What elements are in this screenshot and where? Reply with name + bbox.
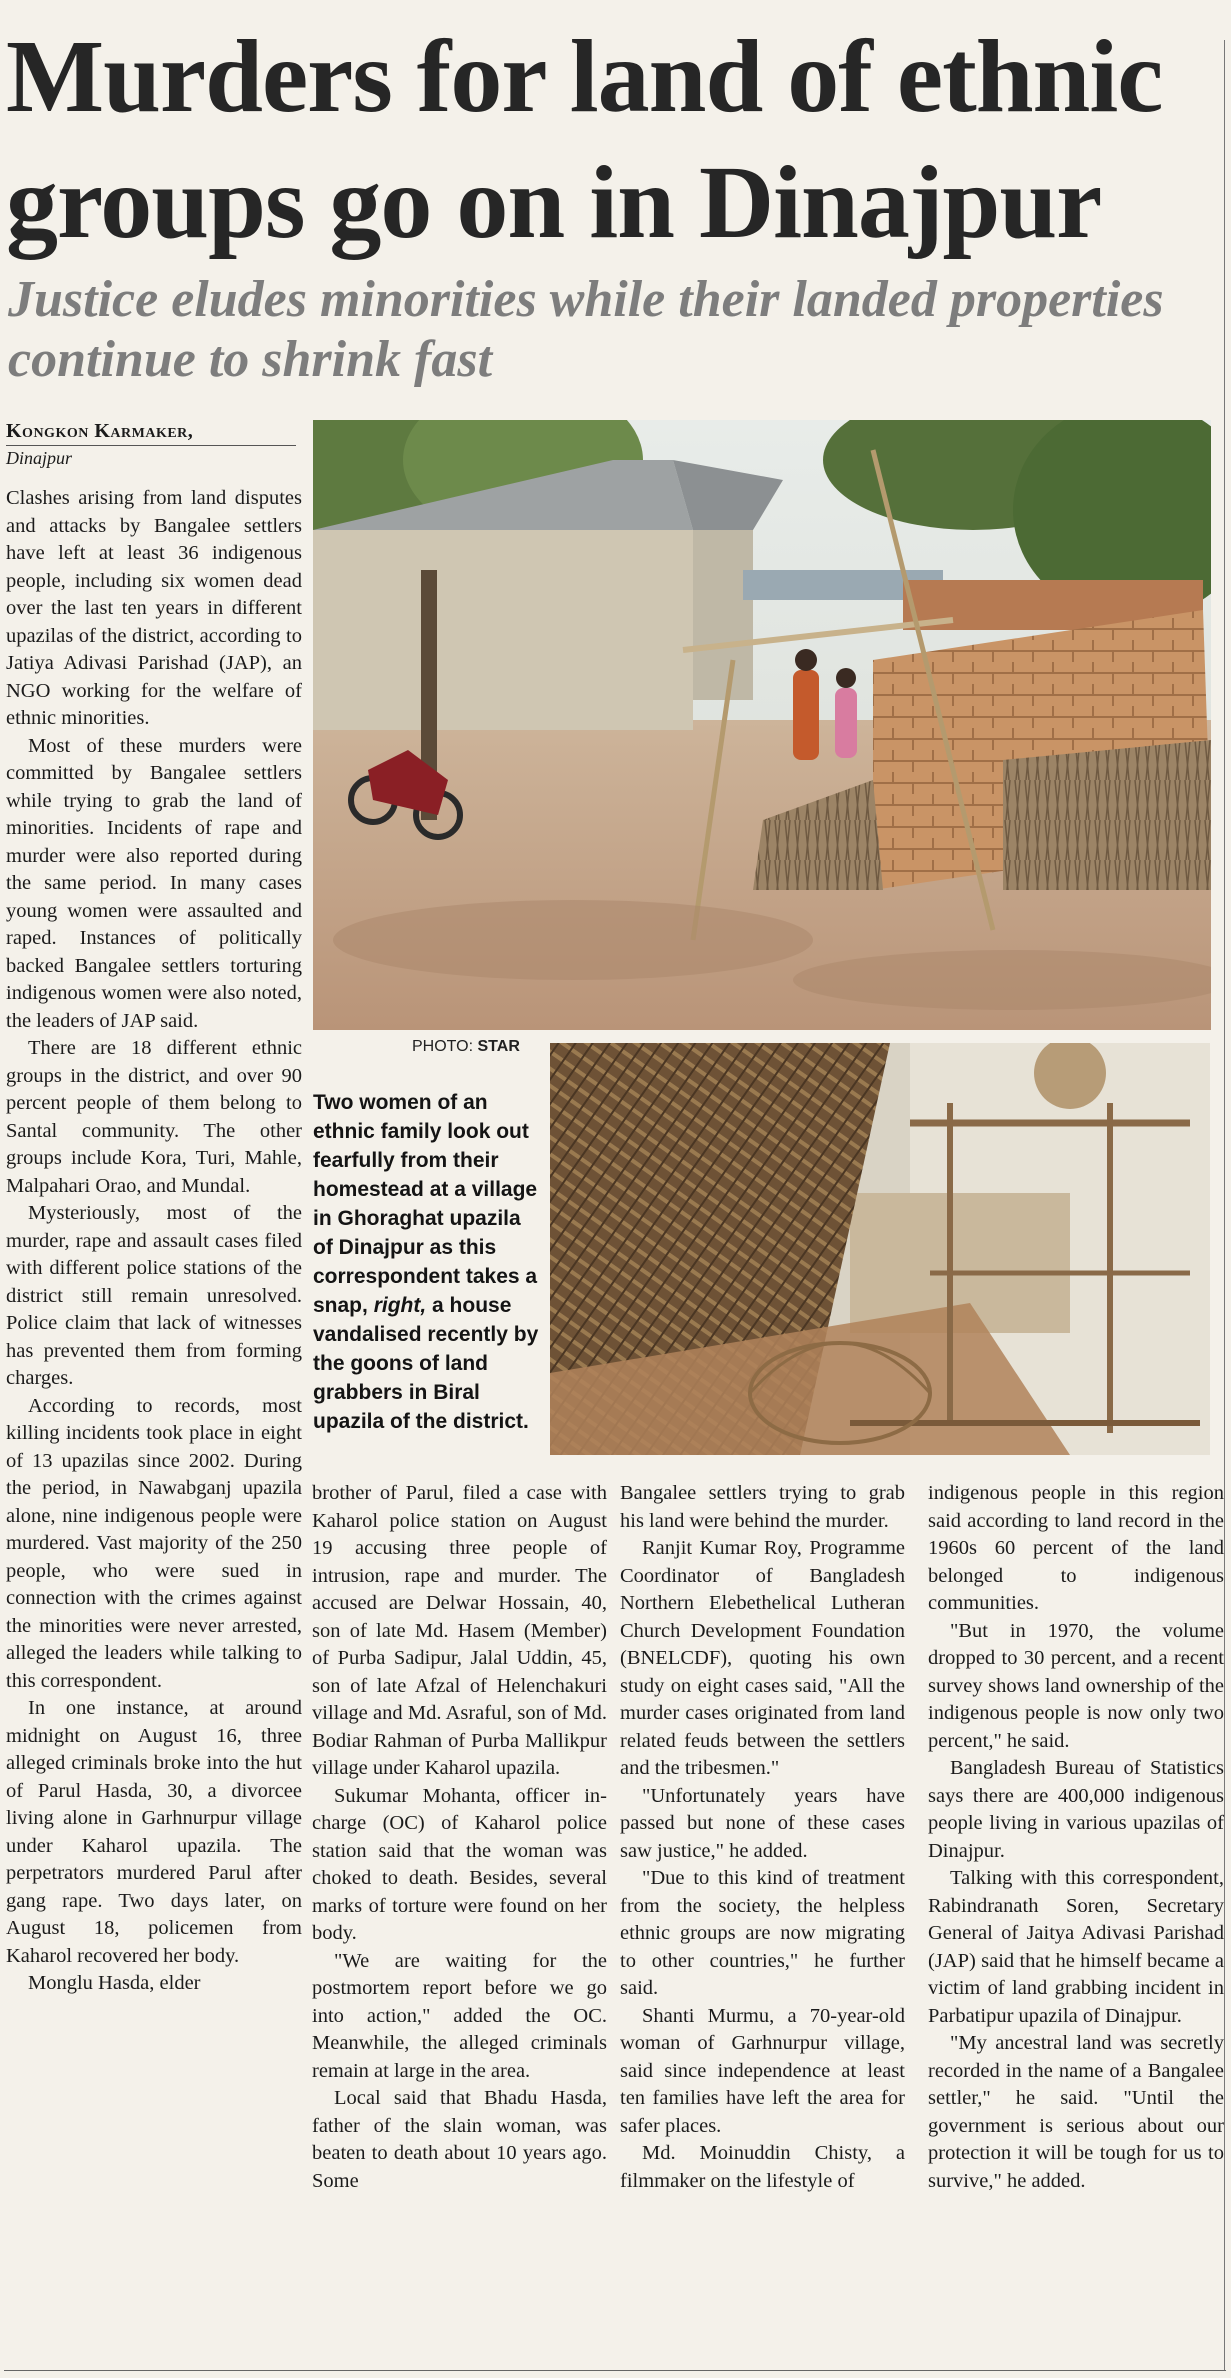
photo-vandalised-house	[550, 1043, 1210, 1455]
paragraph: "My ancestral land was secretly recorded in the name of a Bangalee settler," he said. "Until the government is serious about our protection it will be tough for us to survive," he added.	[928, 2032, 1224, 2192]
paragraph: In one instance, at around midnight on August 16, three alleged criminals broke into the hut of Parul Hasda, 30, a divorcee living alone in Garhnurpur village under Kaharol upazila. The perpetrators murdered Parul after gang rape. Two days later, on August 18, policemen from Kaharol recovered her body.	[6, 1697, 302, 1967]
paragraph: indigenous people in this region said according to land record in the 1960s 60 percent of the land belonged to indigenous communities.	[928, 1482, 1224, 1614]
paragraph: "Due to this kind of treatment from the society, the helpless ethnic groups are now migrating to other countries," he further said.	[620, 1867, 905, 1999]
paragraph: Bangalee settlers trying to grab his land were behind the murder.	[620, 1482, 905, 1532]
byline	[6, 420, 296, 469]
paragraph: Most of these murders were committed by Bangalee settlers while trying to grab the land of minorities. Incidents of rape and murder were also reported during the same period. In many cases young women were assaulted and raped. Instances of politically backed Bangalee settlers torturing indigenous women were also noted, the leaders of JAP said.	[6, 734, 302, 1032]
article-column-4	[928, 1480, 1224, 2370]
paragraph: "We are waiting for the postmortem report before we go into action," added the OC. Meanwhile, the alleged criminals remain at large in the area.	[312, 1949, 607, 2082]
paragraph: Clashes arising from land disputes and attacks by Bangalee settlers have left at least 36 indigenous people, including six women dead over the last ten years in different upazilas of the district, according to Jatiya Adivasi Parishad (JAP), an NGO working for the welfare of ethnic minorities.	[6, 487, 302, 729]
paragraph: Talking with this correspondent, Rabindranath Soren, Secretary General of Jaitya Adivasi Parishad (JAP) said that he himself became a victim of land grabbing incident in Parbatipur upazila of Dinajpur.	[928, 1867, 1224, 2027]
paragraph: "But in 1970, the volume dropped to 30 percent, and a recent survey shows land ownership of the indigenous people is now only two percent," he said.	[928, 1619, 1224, 1752]
subheadline: Justice eludes minorities while their landed properties continue to shrink fast	[8, 271, 1164, 388]
article-column-1	[6, 485, 302, 2370]
photo-caption: Two women of an ethnic family look out fearfully from their homestead at a village in Ghoraghat upazila of Dinajpur as this correspondent takes a snap, right, a house vandalised recently by the goons of land grabbers in Biral upazila of the district.	[313, 1091, 539, 1433]
paragraph: Local said that Bhadu Hasda, father of the slain woman, was beaten to death about 10 years ago. Some	[312, 2087, 607, 2192]
author-name: Kongkon Karmaker,	[6, 420, 296, 446]
photo-homestead	[313, 420, 1211, 1030]
paragraph: According to records, most killing incidents took place in eight of 13 upazilas since 2002. During the period, in Nawabganj upazila alone, nine indigenous people were murdered. Vast majority of the 250 people, who were sued in connection with the crimes against the minorities were never arrested, alleged the leaders while talking to this correspondent.	[6, 1394, 302, 1692]
photo-credit: PHOTO: STAR	[412, 1038, 520, 1055]
article-column-3	[620, 1480, 905, 2370]
paragraph: Monglu Hasda, elder	[28, 1972, 201, 1994]
dateline-location: Dinajpur	[6, 448, 73, 468]
headline: Murders for land of ethnic groups go on in Dinajpur	[6, 19, 1163, 260]
paragraph: brother of Parul, filed a case with Kaharol police station on August 19 accusing three people of intrusion, rape and murder. The accused are Delwar Hossain, 40, son of late Md. Hasem (Member) of Purba Sadipur, Jalal Uddin, 45, son of late Afzal of Helenchakuri village and Md. Asraful, son of Md. Bodiar Rahman of Purba Mallikpur village under Kaharol upazila.	[312, 1482, 607, 1779]
bottom-rule	[4, 2370, 1226, 2371]
article-column-2	[312, 1480, 607, 2370]
column-rule	[1224, 40, 1225, 2370]
paragraph: Ranjit Kumar Roy, Programme Coordinator of Bangladesh Northern Elebethelical Lutheran Church Development Foundation (BNELCDF), quoting his own study on eight cases said, "All the murder cases originated from land related feuds between the settlers and the tribesmen."	[620, 1537, 905, 1779]
paragraph: There are 18 different ethnic groups in the district, and over 90 percent people of them belong to Santal community. The other groups include Kora, Turi, Mahle, Malpahari Orao, and Mundal.	[6, 1037, 302, 1197]
paragraph: "Unfortunately years have passed but none of these cases saw justice," he added.	[620, 1784, 905, 1862]
paragraph: Md. Moinuddin Chisty, a filmmaker on the lifestyle of	[620, 2142, 905, 2192]
paragraph: Mysteriously, most of the murder, rape and assault cases filed with different police stations of the district still remain unresolved. Police claim that lack of witnesses has prevented them from forming charges.	[6, 1202, 302, 1389]
paragraph: Shanti Murmu, a 70-year-old woman of Garhnurpur village, said since independence at least ten families have left the area for safer places.	[620, 2004, 905, 2137]
paragraph: Bangladesh Bureau of Statistics says there are 400,000 indigenous people living in various upazilas of Dinajpur.	[928, 1757, 1224, 1862]
paragraph: Sukumar Mohanta, officer in-charge (OC) of Kaharol police station said that the woman was choked to death. Besides, several marks of torture were found on her body.	[312, 1784, 607, 1944]
